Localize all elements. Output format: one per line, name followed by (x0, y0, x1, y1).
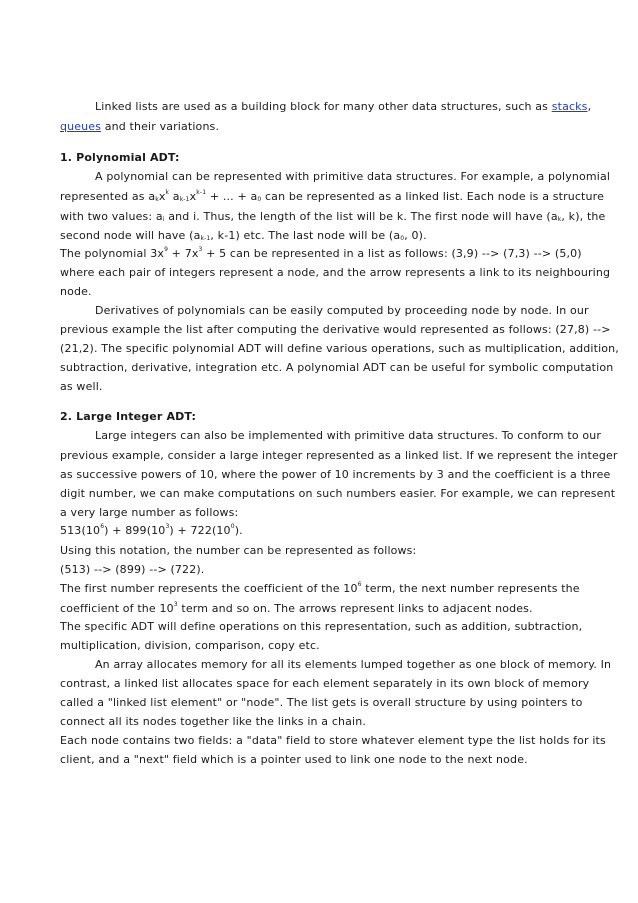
poly-line-7: node. (60, 285, 92, 298)
poly-line-4: second node will have ($a_{k-1}$, k-1) etc. The last node will be ($a_0$, 0). (60, 229, 427, 242)
large-line-5: a very large number as follows: (60, 506, 239, 519)
poly-line-12: as well. (60, 380, 103, 393)
large-expression: $513(10^6) + 899(10^3) + 722(10^0)$. (60, 523, 243, 537)
large-line-16: connect all its nodes together like the links in a chain. (60, 715, 367, 728)
intro-text-2: and their variations. (104, 120, 220, 133)
poly-line-1: A polynomial can be represented with primitive data structures. For example, a polynomial (95, 170, 611, 183)
large-line-12: multiplication, division, comparison, copy etc. (60, 639, 320, 652)
poly-line-3: with two values: $a_i$ and i. Thus, the length of the list will be k. The first node will have ($a_k$, k), the (60, 210, 606, 223)
large-line-17: Each node contains two fields: a "data" field to store whatever element type the list holds for its (60, 734, 606, 747)
intro-line-1 (60, 100, 592, 113)
large-line-11: The specific ADT will define operations on this representation, such as addition, subtraction, (60, 620, 583, 633)
polynomial-heading: 1. Polynomial ADT: (60, 151, 180, 164)
large-line-4: digit number, we can make computations on such numbers easier. For example, we can represent (60, 487, 616, 500)
large-integer-heading: 2. Large Integer ADT: (60, 410, 197, 423)
poly-line-8: Derivatives of polynomials can be easily computed by proceeding node by node. In our (95, 304, 589, 317)
poly-line-11: subtraction, derivative, integration etc. A polynomial ADT can be useful for symbolic computation (60, 361, 614, 374)
large-line-18: client, and a "next" field which is a pointer used to link one node to the next node. (60, 753, 528, 766)
poly-line-5: The polynomial $3x^9 + 7x^3 + 5$ can be represented in a list as follows: (3,9) --> (7,3) --> (5,0) (60, 246, 582, 260)
poly-line-2: represented as $a_kx^k$ $a_{k-1}x^{k-1}$ + ... + $a_0$ can be represented as a linked list. Each node is a structure (60, 189, 604, 203)
large-line-10: coefficient of the $10^3$ term and so on. The arrows represent links to adjacent nodes. (60, 601, 533, 615)
intro-text: Linked lists are used as a building block for many other data structures, such as (95, 100, 549, 113)
intro-comma: , (587, 100, 592, 113)
poly-line-6: where each pair of integers represent a node, and the arrow represents a link to its neighbouring (60, 266, 611, 279)
large-line-1: Large integers can also be implemented with primitive data structures. To conform to our (95, 429, 602, 442)
large-line-15: called a "linked list element" or "node". The list gets is overall structure by using pointers to (60, 696, 583, 709)
poly-line-10: (21,2). The specific polynomial ADT will define various operations, such as multiplication, addition, (60, 342, 619, 355)
large-line-3: as successive powers of 10, where the power of 10 increments by 3 and the coefficient is a three (60, 468, 611, 481)
large-line-7: Using this notation, the number can be represented as follows: (60, 544, 417, 557)
large-line-9: The first number represents the coefficient of the $10^6$ term, the next number represents the (60, 581, 580, 595)
poly-line-9: previous example the list after computing the derivative would represented as follows: (27,8) --> (60, 323, 611, 336)
large-line-14: contrast, a linked list allocates space for each element separately in its own block of memory (60, 677, 590, 690)
large-line-2: previous example, consider a large integer represented as a linked list. If we represent the integer (60, 449, 618, 462)
queues-link[interactable]: queues (60, 120, 102, 133)
large-line-8: (513) --> (899) --> (722). (60, 563, 205, 576)
large-line-13: An array allocates memory for all its elements lumped together as one block of memory. In (95, 658, 612, 671)
intro-line-2 (60, 120, 556, 133)
stacks-link[interactable]: stacks (551, 100, 588, 113)
